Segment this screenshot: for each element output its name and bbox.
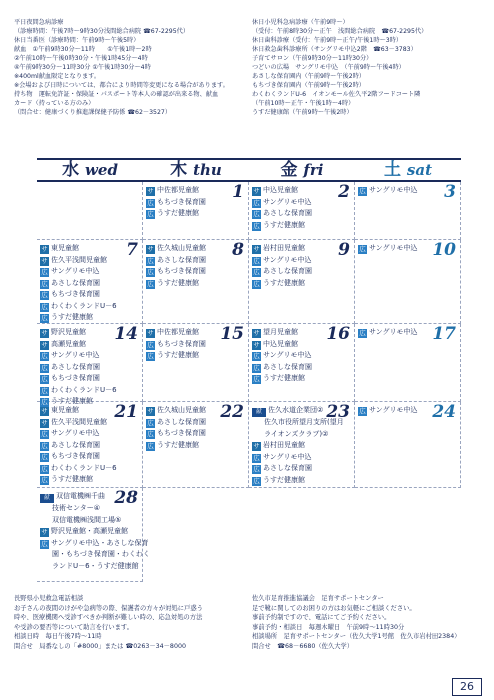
info-left: [14, 18, 229, 117]
hiroba-icon: 広: [253, 198, 260, 207]
calendar-day-cell: [37, 324, 143, 406]
event-list: [146, 327, 206, 362]
event-text: もちづき保育園: [157, 339, 206, 348]
event-text: サングリモ中込: [369, 406, 418, 414]
info-line: 時や、医療機関へ受診すべきか判断が難しい時の、応急対処の方法: [14, 614, 203, 621]
info-line: （午前10時～正午・午後1時～4時）: [252, 100, 355, 107]
event-item: [252, 405, 344, 417]
event-list: [146, 405, 206, 451]
event-item: [252, 417, 344, 429]
info-line: 佐久市足育推進協議会 足育サポートセンター: [252, 595, 384, 602]
salon-icon: サ: [253, 187, 260, 195]
event-item: [146, 278, 206, 290]
hiroba-icon: 広: [253, 279, 260, 288]
event-text: うすだ健康館: [263, 220, 305, 229]
day-number: 1: [232, 182, 244, 202]
event-item: [40, 549, 150, 561]
salon-icon: サ: [41, 329, 48, 337]
event-text: 岩村田児童館: [263, 441, 305, 449]
event-list: [40, 405, 117, 486]
event-item: [146, 405, 206, 417]
hiroba-icon: 広: [147, 279, 154, 288]
hiroba-icon: 広: [147, 340, 154, 349]
event-item: [40, 417, 117, 429]
info-line: 平日夜間急病診療: [14, 19, 64, 26]
salon-icon: サ: [147, 329, 154, 337]
info-line: ※会場および日時については、都合により時間等変更になる場合があります。: [14, 82, 229, 89]
calendar-day-cell: [37, 488, 150, 582]
footer-right: [252, 594, 461, 651]
hiroba-icon: 広: [253, 476, 260, 485]
day-number: 2: [338, 182, 350, 202]
event-item: [252, 197, 312, 209]
calendar-day-cell: [355, 402, 461, 488]
info-line: 長野県小児救急電話相談: [14, 595, 84, 602]
event-text: うすだ健康館: [157, 209, 199, 217]
info-line: 休日当番医（診療時間：午前9時～午後5時）: [14, 37, 140, 44]
hiroba-icon: 広: [41, 375, 48, 383]
info-line: 足で靴に関してのお困りの方はお気軽にご相談ください。: [252, 604, 416, 612]
event-list: [358, 327, 418, 339]
info-line: わくわくランドU-6 イオンモール佐久平2階フードコート隣: [252, 91, 421, 98]
event-item: [358, 243, 418, 255]
event-item: [146, 440, 206, 452]
info-line: お子さんの夜間のけがや急病等の際、保護者の方々が対処に戸惑う: [14, 604, 203, 612]
event-item: [40, 526, 150, 538]
salon-icon: サ: [41, 340, 48, 349]
event-text: 佐久市役所望月支所(望月: [264, 418, 344, 426]
info-line: ④午前9時30分～11時30分 ①午後1時30分～4時: [14, 64, 151, 71]
hiroba-icon: 広: [359, 407, 366, 415]
day-header-wed: 水 wed: [62, 160, 118, 180]
event-item: [252, 373, 312, 385]
event-item: [40, 278, 117, 290]
info-line: 問合せ ☎68－6680（佐久大学）: [252, 642, 354, 650]
event-item: [252, 185, 312, 197]
event-text: うすだ健康館: [51, 313, 93, 321]
salon-icon: サ: [41, 528, 48, 536]
event-item: [146, 243, 206, 255]
event-text: うすだ健康館: [157, 351, 199, 359]
hiroba-icon: 広: [253, 465, 260, 473]
hiroba-icon: 広: [41, 386, 48, 395]
salon-icon: サ: [41, 407, 48, 415]
event-item: [146, 208, 206, 220]
hiroba-icon: 広: [253, 375, 260, 383]
event-item: [358, 185, 418, 197]
event-text: 中佐都児童館: [157, 186, 199, 194]
event-text: うすだ健康館: [263, 278, 305, 287]
event-text: うすだ健康館: [263, 374, 305, 382]
calendar-day-cell: [355, 240, 461, 324]
event-list: [40, 327, 117, 408]
event-item: [40, 428, 117, 440]
event-text: 東児童館: [51, 406, 79, 414]
day-number: 15: [220, 324, 244, 344]
event-text: サングリモ中込: [263, 452, 312, 461]
event-item: [252, 220, 312, 232]
calendar-day-cell: [143, 182, 249, 240]
event-text: もちづき保育園: [51, 290, 100, 298]
event-text: もちづき保育園: [157, 197, 206, 206]
salon-icon: サ: [147, 407, 154, 415]
hiroba-icon: 広: [41, 279, 48, 288]
event-text: あさしな保育園: [263, 362, 312, 371]
event-item: [40, 289, 117, 301]
calendar-grid: [37, 182, 461, 582]
event-text: 佐久城山児童館: [157, 406, 206, 414]
event-text: もちづき保育園: [51, 452, 100, 460]
hiroba-icon: 広: [359, 329, 366, 337]
calendar-day-cell: [249, 240, 355, 324]
hiroba-icon: 広: [41, 441, 48, 450]
event-item: [40, 266, 117, 278]
page-number: 26: [452, 678, 482, 696]
hiroba-icon: 広: [147, 268, 154, 276]
info-line: 子育てサロン（午前9時30分～11時30分）: [252, 55, 373, 62]
info-line: 事前予約・相談日 毎週木曜日 午前9時～11時30分: [252, 623, 405, 631]
hiroba-icon: 広: [359, 187, 366, 195]
calendar-day-cell: [143, 402, 249, 488]
event-list: [358, 405, 418, 417]
event-item: [146, 339, 206, 351]
event-text: 中佐都児童館: [157, 328, 199, 336]
event-text: あさしな保育園: [51, 362, 100, 371]
day-number: 21: [114, 402, 138, 422]
info-line: 持ち物 運転免許証・保険証・パスポート等本人の確認が出来る物、献血: [14, 91, 219, 98]
hiroba-icon: 広: [147, 210, 154, 218]
event-text: あさしな保育園: [263, 209, 312, 217]
info-line: ※400ml献血限定となります。: [14, 73, 101, 80]
event-item: [146, 417, 206, 429]
event-text: わくわくランドU－6: [51, 385, 117, 394]
info-line: もちづき保育園内（午前9時～午後2時）: [252, 82, 365, 89]
event-text: サングリモ中込: [263, 351, 312, 359]
day-number: 24: [432, 402, 456, 422]
calendar-day-cell: [249, 402, 355, 488]
day-number: 8: [232, 240, 244, 260]
event-list: [252, 185, 312, 231]
event-text: サングリモ中込: [369, 244, 418, 252]
event-item: [252, 278, 312, 290]
info-line: （受付：午前8時30分～正午 浅間総合病院 ☎67-2295代）: [252, 28, 428, 35]
day-number: 22: [220, 402, 244, 422]
event-text: ライオンズクラブ)②: [264, 429, 329, 438]
calendar-day-cell: [249, 182, 355, 240]
blood-donation-icon: 献: [40, 494, 54, 503]
event-item: [40, 561, 150, 573]
event-text: あさしな保育園: [157, 255, 206, 264]
event-item: [40, 538, 150, 550]
event-text: 佐久城山児童館: [157, 244, 206, 252]
event-list: [252, 405, 344, 486]
hiroba-icon: 広: [253, 363, 260, 372]
info-line: 問合せ 局番なしの「#8000」または ☎0263－34－8000: [14, 642, 186, 650]
salon-icon: サ: [253, 329, 260, 337]
event-text: もちづき保育園: [157, 429, 206, 437]
event-item: [358, 327, 418, 339]
day-number: 28: [114, 488, 138, 508]
calendar-day-cell: [37, 182, 143, 240]
info-line: 事前予約制ですので、電話にてご予約ください。: [252, 614, 391, 621]
salon-icon: サ: [253, 442, 260, 450]
hiroba-icon: 広: [147, 418, 154, 427]
event-text: うすだ健康館: [157, 278, 199, 287]
event-list: [252, 327, 312, 385]
day-number: 9: [338, 240, 350, 260]
event-text: あさしな保育園: [263, 464, 312, 472]
event-item: [146, 327, 206, 339]
event-item: [146, 266, 206, 278]
calendar-day-cell: [355, 324, 461, 402]
event-item: [146, 255, 206, 267]
calendar-day-cell: [143, 240, 249, 324]
event-text: 中込児童館: [263, 339, 298, 348]
event-list: [358, 243, 418, 255]
event-text: あさしな保育園: [263, 267, 312, 275]
event-item: [146, 428, 206, 440]
event-item: [40, 385, 117, 397]
event-item: [252, 339, 312, 351]
info-line: （診療時間：午後7時～9時30分浅間総合病院 ☎67-2295代）: [14, 28, 190, 35]
hiroba-icon: 広: [41, 363, 48, 372]
calendar-day-cell: [37, 402, 143, 488]
event-item: [40, 451, 117, 463]
hiroba-icon: 広: [147, 352, 154, 360]
day-header-sat: 土 sat: [383, 160, 432, 180]
hiroba-icon: 広: [253, 453, 260, 462]
salon-icon: サ: [41, 245, 48, 253]
hiroba-icon: 広: [253, 256, 260, 265]
info-line: 休日救急歯科診療所（サングリモ中込2階 ☎63－3783）: [252, 46, 417, 53]
event-item: [252, 362, 312, 374]
event-text: サングリモ中込・あさしな保育: [51, 538, 149, 547]
info-line: 献血 ①午前9時30分～11時 ①午後1時～2時: [14, 46, 152, 53]
event-list: [146, 185, 206, 220]
day-number: 14: [114, 324, 138, 344]
hiroba-icon: 広: [147, 441, 154, 450]
hiroba-icon: 広: [253, 268, 260, 276]
salon-icon: サ: [41, 256, 48, 265]
event-text: サングリモ中込: [263, 197, 312, 206]
event-text: 野沢児童館: [51, 328, 86, 336]
hiroba-icon: 広: [359, 245, 366, 253]
event-list: [252, 243, 312, 289]
event-item: [40, 301, 117, 313]
event-list: [40, 491, 150, 572]
event-text: もちづき保育園: [157, 267, 206, 275]
salon-icon: サ: [147, 187, 154, 195]
event-list: [40, 243, 117, 324]
event-item: [252, 429, 344, 441]
event-text: わくわくランドU－6: [51, 463, 117, 472]
event-item: [252, 350, 312, 362]
footer-left: [14, 594, 203, 651]
event-item: [40, 362, 117, 374]
event-item: [40, 491, 150, 503]
event-item: [40, 503, 150, 515]
hiroba-icon: 広: [147, 256, 154, 265]
event-item: [252, 255, 312, 267]
event-text: 園・もちづき保育園・わくわく: [52, 550, 150, 558]
salon-icon: サ: [253, 340, 260, 349]
hiroba-icon: 広: [41, 464, 48, 473]
event-item: [40, 243, 117, 255]
event-item: [252, 208, 312, 220]
event-item: [40, 405, 117, 417]
info-line: カード（持っている方のみ）: [14, 100, 95, 107]
salon-icon: サ: [41, 418, 48, 427]
event-text: あさしな保育園: [51, 278, 100, 287]
info-line: 相談日時 毎日午後7時～11時: [14, 633, 102, 640]
day-number: 23: [326, 402, 350, 422]
event-text: サングリモ中込: [369, 186, 418, 194]
event-item: [252, 440, 344, 452]
hiroba-icon: 広: [41, 430, 48, 438]
day-number: 3: [444, 182, 456, 202]
event-text: 双信電機㈱浅間工場⑤: [52, 515, 122, 524]
event-text: サングリモ中込: [51, 267, 100, 275]
event-item: [252, 475, 344, 487]
info-line: や受診の要否等について助言を行います。: [14, 623, 134, 631]
event-item: [40, 327, 117, 339]
info-line: （問合せ：健康づくり推進課保健予防係 ☎62－3527）: [14, 109, 172, 116]
hiroba-icon: 広: [253, 352, 260, 360]
hiroba-icon: 広: [41, 398, 48, 406]
hiroba-icon: 広: [147, 198, 154, 207]
event-item: [40, 255, 117, 267]
event-item: [252, 243, 312, 255]
hiroba-icon: 広: [41, 291, 48, 299]
event-item: [40, 339, 117, 351]
hiroba-icon: 広: [253, 210, 260, 218]
event-item: [252, 327, 312, 339]
event-text: うすだ健康館: [51, 397, 93, 405]
event-item: [40, 350, 117, 362]
event-text: 岩村田児童館: [263, 244, 305, 252]
hiroba-icon: 広: [41, 453, 48, 461]
event-item: [40, 373, 117, 385]
info-line: 休日歯科診療（受付：午前9時～正午/午後1時～3時）: [252, 37, 403, 44]
hiroba-icon: 広: [41, 539, 48, 548]
day-header-thu: 木 thu: [170, 160, 222, 180]
event-item: [40, 440, 117, 452]
event-item: [40, 515, 150, 527]
calendar-day-cell: [37, 240, 143, 324]
info-line: あさしな保育園内（午前9時～午後2時）: [252, 73, 366, 80]
day-number: 7: [126, 240, 138, 260]
event-text: 望月児童館: [263, 328, 298, 336]
event-text: 佐久平浅間児童館: [51, 255, 107, 264]
salon-icon: サ: [147, 245, 154, 253]
hiroba-icon: 広: [41, 302, 48, 311]
event-text: うすだ健康館: [263, 475, 305, 484]
event-text: あさしな保育園: [157, 417, 206, 426]
event-text: 佐久水道企業団②: [268, 406, 324, 414]
hiroba-icon: 広: [41, 314, 48, 322]
info-line: 相談場所 足育サポートセンター（佐久大学1号館 佐久市岩村田2384）: [252, 633, 461, 640]
blood-donation-icon: 献: [252, 408, 266, 417]
event-text: 野沢児童館・高瀬児童館: [51, 527, 128, 535]
event-item: [146, 197, 206, 209]
event-text: 東児童館: [51, 244, 79, 252]
info-line: つどいの広場 サングリモ中込 （午前9時～午後4時）: [252, 64, 405, 71]
day-header-fri: 金 fri: [280, 160, 324, 180]
event-item: [252, 463, 344, 475]
event-list: [358, 185, 418, 197]
event-text: 双信電機㈱千曲: [56, 492, 105, 500]
event-text: サングリモ中込: [263, 255, 312, 264]
hiroba-icon: 広: [253, 221, 260, 230]
event-text: うすだ健康館: [157, 440, 199, 449]
day-number: 16: [326, 324, 350, 344]
event-text: 中込児童館: [263, 186, 298, 194]
calendar-day-cell: [249, 324, 355, 402]
info-line: うすだ健康館（午前9時～午後2時）: [252, 109, 353, 116]
event-item: [358, 405, 418, 417]
event-item: [40, 463, 117, 475]
hiroba-icon: 広: [41, 268, 48, 276]
event-text: サングリモ中込: [51, 429, 100, 437]
event-text: 技術センター④: [52, 504, 100, 512]
event-text: もちづき保育園: [51, 374, 100, 382]
event-item: [146, 185, 206, 197]
info-right: [252, 18, 427, 117]
event-list: [146, 243, 206, 289]
hiroba-icon: 広: [147, 430, 154, 438]
event-item: [146, 350, 206, 362]
hiroba-icon: 広: [41, 352, 48, 360]
event-text: サングリモ中込: [369, 328, 418, 336]
info-line: 休日小児科急病診療（午前9時～）: [252, 19, 349, 26]
event-item: [40, 312, 117, 324]
event-item: [252, 452, 344, 464]
event-item: [252, 266, 312, 278]
calendar-day-cell: [143, 324, 249, 402]
event-text: わくわくランドU－6: [51, 301, 117, 310]
event-text: 佐久平浅間児童館: [51, 417, 107, 426]
event-item: [40, 474, 117, 486]
day-number: 10: [432, 240, 456, 260]
salon-icon: サ: [253, 245, 260, 253]
event-text: 高瀬児童館: [51, 339, 86, 348]
day-number: 17: [432, 324, 456, 344]
event-text: うすだ健康館: [51, 475, 93, 483]
event-text: ランドU－6・うすだ健康館: [52, 561, 139, 570]
event-text: サングリモ中込: [51, 351, 100, 359]
calendar-day-cell: [355, 182, 461, 240]
event-text: あさしな保育園: [51, 440, 100, 449]
info-line: ②午前10時～午後0時30分・午後1時45分～4時: [14, 55, 148, 62]
hiroba-icon: 広: [41, 476, 48, 484]
